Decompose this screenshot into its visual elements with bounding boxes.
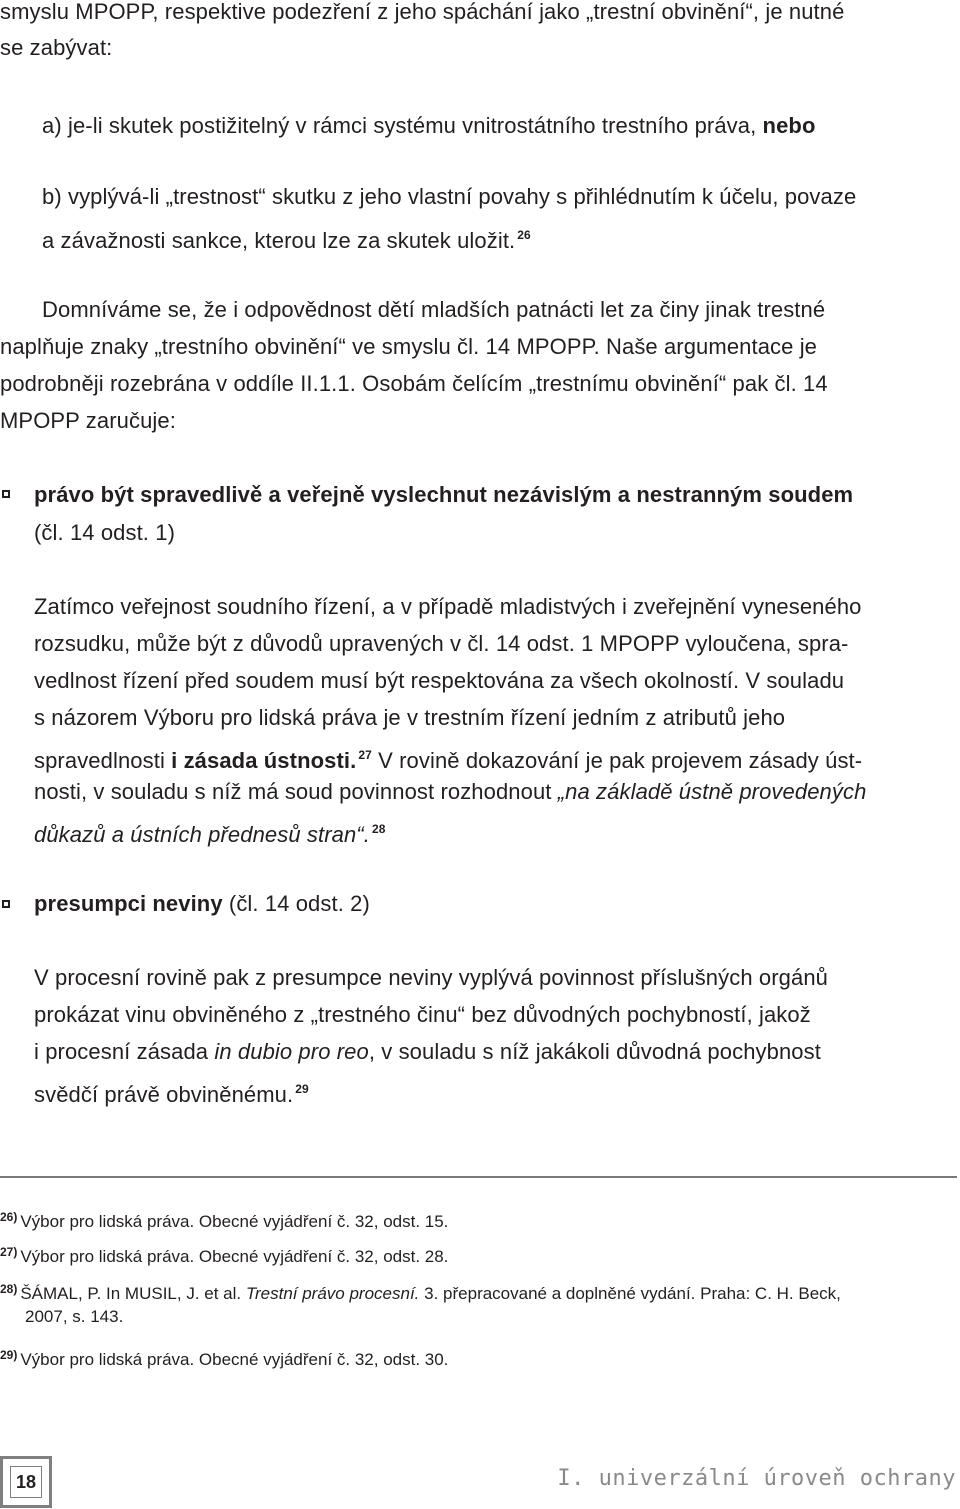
list-item-b-cont: a závažnosti sankce, kterou lze za skutek uložit. $^{26}$ [42,228,531,253]
text-line: MPOPP zaručuje: [0,408,176,433]
footnote: $^{26)}$ Výbor pro lidská práva. Obecné vyjádření č. 32, odst. 15. [0,1210,449,1231]
footnote-cont: 2007, s. 143. [25,1307,124,1326]
text-line: důkazů a ústních přednesů stran“. $^{28}$ [34,822,386,847]
page-number-box [0,1456,52,1508]
text-line: (čl. 14 odst. 1) [34,520,175,545]
footnote-ref: 28 [371,822,386,836]
footnote: $^{29)}$ Výbor pro lidská práva. Obecné vyjádření č. 32, odst. 30. [0,1348,449,1369]
footnote: $^{28)}$ ŠÁMAL, P. In MUSIL, J. et al. Trestní právo procesní. 3. přepracované a doplněné vydání. Praha: C. H. Beck, [0,1282,841,1303]
text-line: smyslu MPOPP, respektive podezření z jeho spáchání jako „trestní obvinění“, je nutné [0,0,845,24]
bullet-item: právo být spravedlivě a veřejně vyslechnut nezávislým a nestranným soudem [34,482,854,507]
text-line: nosti, v souladu s níž má soud povinnost rozhodnout „na základě ústně provedených [34,779,867,804]
text-line: svědčí právě obviněnému. $^{29}$ [34,1082,309,1107]
bullet-item: presumpci neviny (čl. 14 odst. 2) [34,891,370,916]
running-title: I. univerzální úroveň ochrany [557,1466,956,1491]
text-line: se zabývat: [0,35,113,60]
bullet-icon [2,900,10,908]
text-line: spravedlnosti i zásada ústnosti. $^{27}$ V rovině dokazování je pak projevem zásady úst- [34,748,863,773]
list-item-a: a) je-li skutek postižitelný v rámci systému vnitrostátního trestního práva, nebo [42,113,816,138]
text-line: podrobněji rozebrána v oddíle II.1.1. Osobám čelícím „trestnímu obvinění“ pak čl. 14 [0,371,828,396]
text-line: vedlnost řízení před soudem musí být respektována za všech okolností. V souladu [34,668,845,693]
footnote-ref: 27 [358,748,372,762]
text-line: rozsudku, může být z důvodů upravených v čl. 14 odst. 1 MPOPP vyloučena, spra- [34,631,849,656]
footnote-ref: 26 [517,228,531,242]
text-line: Zatímco veřejnost soudního řízení, a v případě mladistvých i zveřejnění vyneseného [34,594,862,619]
footnote-divider [0,1176,957,1178]
page-number: 18 [15,1471,37,1492]
footnote-ref: 29 [295,1082,309,1096]
text-line: V procesní rovině pak z presumpce neviny vyplývá povinnost příslušných orgánů [34,965,828,990]
text-line: prokázat vinu obviněného z „trestného činu“ bez důvodných pochybností, jakož [34,1002,811,1027]
text-line: naplňuje znaky „trestního obvinění“ ve smyslu čl. 14 MPOPP. Naše argumentace je [0,334,818,359]
text-line: s názorem Výboru pro lidská práva je v trestním řízení jedním z atributů jeho [34,705,786,730]
text-line: i procesní zásada in dubio pro reo, v souladu s níž jakákoli důvodná pochybnost [34,1039,821,1064]
footnote: $^{27)}$ Výbor pro lidská práva. Obecné vyjádření č. 32, odst. 28. [0,1245,449,1266]
text-line: Domníváme se, že i odpovědnost dětí mladších patnácti let za činy jinak trestné [42,297,826,322]
list-item-b: b) vyplývá-li „trestnost“ skutku z jeho vlastní povahy s přihlédnutím k účelu, povaze [42,184,857,209]
bullet-icon [2,490,10,498]
